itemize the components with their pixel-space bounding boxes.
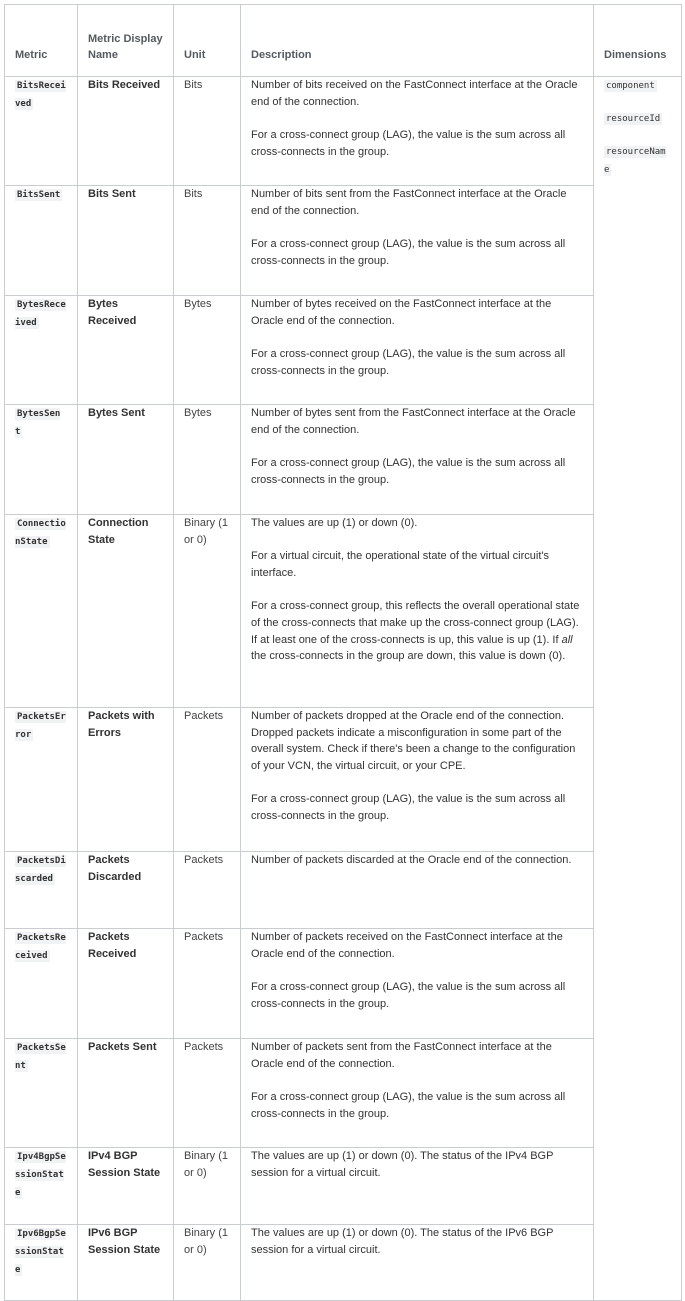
metric-name-cell — [5, 1225, 78, 1301]
metric-code: Ipv4BgpSessionState — [15, 1152, 66, 1198]
metric-name-cell — [5, 929, 78, 1039]
description-cell — [241, 708, 594, 852]
display-name-cell: Connection State — [78, 515, 174, 708]
table-row — [5, 186, 682, 296]
table-row — [5, 929, 682, 1039]
metric-code: BitsReceived — [15, 81, 66, 109]
display-name-cell: Bits Sent — [78, 186, 174, 296]
display-name-cell: Packets Received — [78, 929, 174, 1039]
display-name-cell: Packets with Errors — [78, 708, 174, 852]
metric-code: PacketsReceived — [15, 933, 66, 961]
table-row — [5, 1148, 682, 1225]
description-text: For a cross-connect group (LAG), the value is the sum across all cross-connects in the group. — [251, 237, 566, 267]
description-text: Number of bytes received on the FastConnect interface at the Oracle end of the connection. — [251, 298, 552, 327]
description-cell — [241, 296, 594, 405]
table-row — [5, 296, 682, 405]
table-row — [5, 77, 682, 186]
description-text-part: For a cross-connect group, this reflects the overall operational state of the cross-connects that make up the cross-connect group (LAG). If at least one of the cross-connects is up, this value is up (1). If — [251, 600, 580, 646]
description-text: Number of bytes sent from the FastConnect interface at the Oracle end of the connection. — [251, 407, 576, 436]
metric-name-cell — [5, 77, 78, 186]
metrics-table — [4, 4, 682, 1301]
unit-cell: Bytes — [174, 296, 241, 405]
metric-code: Ipv6BgpSessionState — [15, 1229, 66, 1275]
metric-code: PacketsDiscarded — [15, 856, 66, 884]
metric-name-cell — [5, 1148, 78, 1225]
header-metric: Metric — [5, 5, 78, 77]
metric-code: PacketsError — [15, 712, 66, 740]
description-text: For a virtual circuit, the operational state of the virtual circuit's interface. — [251, 550, 550, 579]
header-unit: Unit — [174, 5, 241, 77]
table-row — [5, 708, 682, 852]
description-cell — [241, 186, 594, 296]
unit-cell: Packets — [174, 708, 241, 852]
metric-name-cell — [5, 186, 78, 296]
description-text: The values are up (1) or down (0). — [251, 517, 418, 529]
description-text — [251, 598, 583, 665]
description-text: For a cross-connect group (LAG), the value is the sum across all cross-connects in the group. — [251, 347, 566, 377]
description-cell — [241, 929, 594, 1039]
description-text: The values are up (1) or down (0). The status of the IPv4 BGP session for a virtual circuit. — [251, 1150, 554, 1179]
metric-name-cell — [5, 852, 78, 929]
metric-name-cell — [5, 515, 78, 708]
table-row — [5, 852, 682, 929]
metric-name-cell — [5, 708, 78, 852]
emphasis-text: all — [561, 633, 573, 646]
display-name-cell: Bytes Received — [78, 296, 174, 405]
display-name-cell: IPv4 BGP Session State — [78, 1148, 174, 1225]
header-row — [5, 5, 682, 77]
metric-code: BytesReceived — [15, 300, 66, 328]
description-text: Number of packets discarded at the Oracle end of the connection. — [251, 854, 572, 866]
description-text: Number of packets sent from the FastConnect interface at the Oracle end of the connection. — [251, 1041, 552, 1070]
metric-name-cell — [5, 1039, 78, 1148]
dimensions-cell — [594, 77, 682, 1301]
display-name-cell: IPv6 BGP Session State — [78, 1225, 174, 1301]
table-row — [5, 515, 682, 708]
description-cell — [241, 77, 594, 186]
description-text: Number of bits sent from the FastConnect interface at the Oracle end of the connection. — [251, 188, 567, 217]
description-cell — [241, 852, 594, 929]
description-text: For a cross-connect group (LAG), the value is the sum across all cross-connects in the group. — [251, 128, 566, 158]
header-dimensions: Dimensions — [594, 5, 682, 77]
metric-name-cell — [5, 296, 78, 405]
dimension-resource-name: resourceName — [604, 147, 666, 175]
unit-cell: Bits — [174, 77, 241, 186]
display-name-cell: Packets Discarded — [78, 852, 174, 929]
description-text: For a cross-connect group (LAG), the value is the sum across all cross-connects in the group. — [251, 1090, 566, 1120]
table-row — [5, 405, 682, 515]
description-text: The values are up (1) or down (0). The status of the IPv6 BGP session for a virtual circuit. — [251, 1227, 554, 1256]
display-name-cell: Packets Sent — [78, 1039, 174, 1148]
metric-code: BitsSent — [17, 190, 61, 200]
dimension-resource-id: resourceId — [606, 114, 661, 124]
description-text: Number of packets dropped at the Oracle end of the connection. Dropped packets indicate a misconfiguration in some part of the overall system. Check if there's been a change to the configuration of your VCN, the virtual circuit, or your CPE. — [251, 710, 576, 773]
header-display-name: Metric Display Name — [78, 5, 174, 77]
unit-cell: Bits — [174, 186, 241, 296]
unit-cell: Packets — [174, 852, 241, 929]
unit-cell: Binary (1 or 0) — [174, 1148, 241, 1225]
dimension-component: component — [606, 81, 655, 91]
unit-cell: Binary (1 or 0) — [174, 1225, 241, 1301]
description-cell — [241, 1039, 594, 1148]
description-text: For a cross-connect group (LAG), the value is the sum across all cross-connects in the group. — [251, 980, 566, 1010]
description-text: Number of packets received on the FastConnect interface at the Oracle end of the connection. — [251, 931, 563, 960]
display-name-cell: Bytes Sent — [78, 405, 174, 515]
description-cell — [241, 1148, 594, 1225]
description-text-part: the cross-connects in the group are down, this value is down (0). — [251, 650, 566, 663]
unit-cell: Bytes — [174, 405, 241, 515]
metric-code: ConnectionState — [15, 519, 66, 547]
description-text: Number of bits received on the FastConnect interface at the Oracle end of the connection. — [251, 79, 578, 108]
description-text: For a cross-connect group (LAG), the value is the sum across all cross-connects in the group. — [251, 456, 566, 486]
metric-code: PacketsSent — [15, 1043, 66, 1071]
description-text: For a cross-connect group (LAG), the value is the sum across all cross-connects in the group. — [251, 793, 566, 823]
table-row — [5, 1039, 682, 1148]
description-cell — [241, 1225, 594, 1301]
table-row — [5, 1225, 682, 1301]
unit-cell: Packets — [174, 1039, 241, 1148]
unit-cell: Binary (1 or 0) — [174, 515, 241, 708]
metric-name-cell — [5, 405, 78, 515]
description-cell — [241, 515, 594, 708]
display-name-cell: Bits Received — [78, 77, 174, 186]
metric-code: BytesSent — [15, 409, 61, 437]
description-cell — [241, 405, 594, 515]
header-description: Description — [241, 5, 594, 77]
unit-cell: Packets — [174, 929, 241, 1039]
